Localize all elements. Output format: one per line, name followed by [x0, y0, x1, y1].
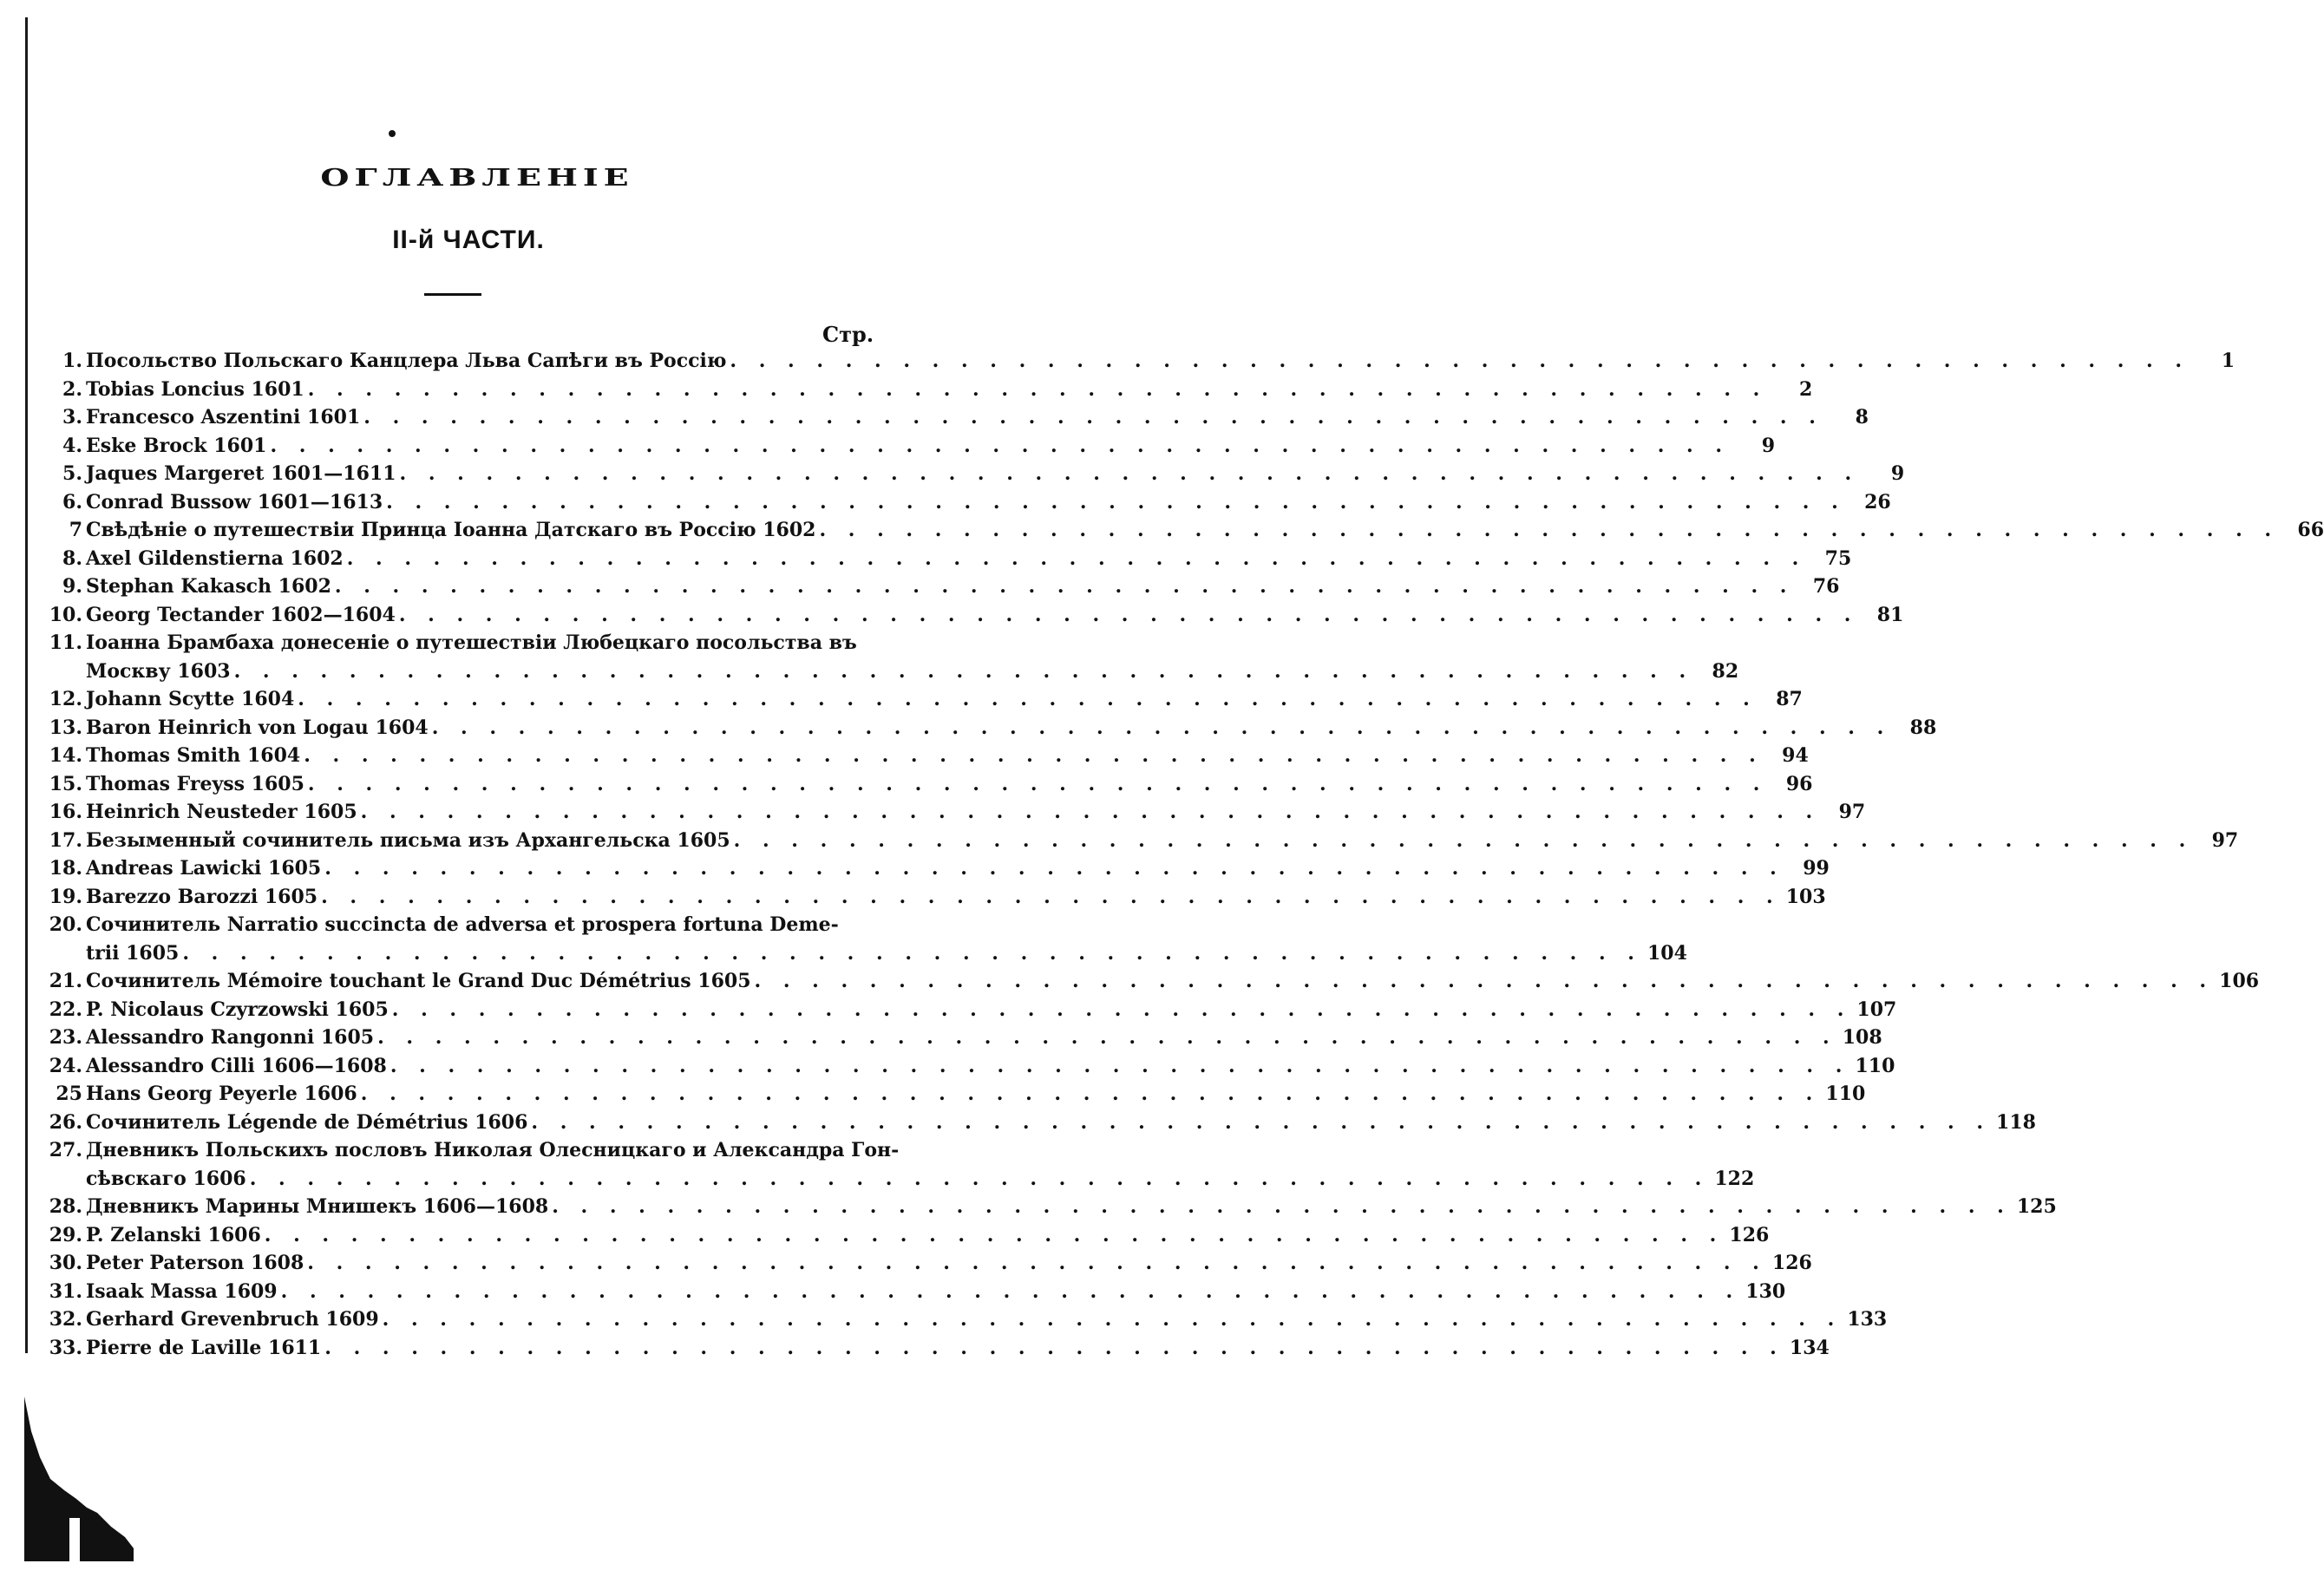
- entry-page-number: 97: [2211, 828, 2239, 852]
- entry-title: Alessandro Rangonni 1605: [86, 1026, 375, 1049]
- entry-title: Сочинитель Mémoire touchant le Grand Duc Démétrius 1605: [86, 970, 751, 992]
- toc-entry: [48, 1334, 1830, 1363]
- entry-page-number: 87: [1776, 688, 1803, 710]
- page-subtitle: II-й ЧАСТИ.: [392, 226, 545, 254]
- entry-title: Conrad Bussow 1601—1613: [86, 490, 383, 514]
- toc-entry: [48, 854, 1830, 883]
- entry-page-number: 103: [1785, 885, 1826, 908]
- dot-leader: [383, 1305, 1843, 1334]
- entry-number: 8.: [62, 546, 82, 570]
- entry-page-number: 107: [1856, 998, 1897, 1021]
- dot-leader: [281, 1278, 1741, 1306]
- entry-page-number: 106: [2219, 970, 2260, 992]
- entry-number: 32.: [49, 1308, 82, 1331]
- entry-number: 30.: [49, 1252, 82, 1274]
- entry-page-number: 8: [1855, 406, 1869, 428]
- entry-number: 12.: [49, 688, 82, 710]
- dot-leader: [531, 1109, 1991, 1137]
- entry-page-number: 122: [1714, 1167, 1755, 1190]
- entry-number: 11.: [49, 631, 82, 654]
- entry-number: 14.: [49, 744, 82, 767]
- table-of-contents: [48, 347, 2324, 1362]
- entry-title: Eske Brock 1601: [86, 434, 267, 457]
- entry-page-number: 66: [2297, 519, 2324, 541]
- entry-title: Thomas Freyss 1605: [86, 772, 304, 795]
- entry-title: Stephan Kakasch 1602: [86, 575, 331, 598]
- entry-page-number: 99: [1803, 857, 1830, 880]
- entry-number: 23.: [49, 1026, 82, 1049]
- toc-entry: [48, 432, 1776, 461]
- dot-leader: [819, 516, 2279, 545]
- title-divider: [424, 293, 481, 296]
- entry-title: сѣвскаго 1606: [86, 1167, 246, 1190]
- entry-number: 31.: [49, 1279, 82, 1303]
- entry-title: Peter Paterson 1608: [86, 1252, 304, 1274]
- dot-leader: [270, 432, 1730, 461]
- entry-number: 1.: [62, 350, 82, 372]
- entry-page-number: 110: [1855, 1054, 1895, 1077]
- entry-title: Barezzo Barozzi 1605: [86, 885, 318, 908]
- entry-number: 2.: [62, 377, 82, 401]
- toc-entry: [48, 403, 1869, 432]
- entry-title: Alessandro Cilli 1606—1608: [86, 1054, 387, 1077]
- scan-shadow-mark: [24, 1397, 137, 1561]
- toc-entry: [48, 572, 1840, 601]
- toc-entry: [48, 629, 1739, 685]
- toc-entry: [48, 1024, 1882, 1052]
- dot-leader: [399, 601, 1859, 630]
- toc-entry: [48, 685, 1803, 714]
- entry-title: Іоанна Брамбаха донесеніе о путешествіи Любецкаго посольства въ: [86, 631, 857, 654]
- entry-page-number: 26: [1864, 490, 1891, 514]
- entry-number: 17.: [49, 828, 82, 852]
- entry-number: 16.: [49, 801, 82, 823]
- page-column-label: Стр.: [822, 322, 874, 347]
- dot-leader: [347, 545, 1807, 573]
- entry-number: 27.: [49, 1139, 82, 1161]
- dot-leader: [390, 1052, 1850, 1081]
- entry-number: 33.: [49, 1336, 82, 1359]
- entry-page-number: 96: [1785, 772, 1813, 795]
- dot-leader: [324, 1334, 1784, 1363]
- dot-leader: [377, 1024, 1837, 1052]
- dot-leader: [335, 572, 1795, 601]
- entry-page-number: 75: [1824, 546, 1852, 570]
- entry-number: 6.: [62, 490, 82, 514]
- dot-leader: [552, 1193, 2012, 1221]
- dot-leader: [361, 1080, 1821, 1109]
- toc-entry: [48, 967, 2260, 996]
- entry-title: Baron Heinrich von Logau 1604: [86, 716, 429, 739]
- entry-number: 20.: [49, 913, 82, 936]
- dot-leader: [307, 1249, 1767, 1278]
- entry-page-number: 94: [1782, 744, 1809, 767]
- entry-title: Heinrich Neusteder 1605: [86, 801, 357, 823]
- toc-entry: [48, 742, 1809, 770]
- entry-page-number: 88: [1909, 716, 1937, 739]
- entry-title: Безыменный сочинитель письма изъ Архангельска 1605: [86, 828, 730, 852]
- entry-page-number: 1: [2221, 350, 2235, 372]
- dot-leader: [386, 488, 1846, 517]
- entry-number: 4.: [62, 434, 82, 457]
- entry-number: 3.: [62, 406, 82, 428]
- dot-leader: [324, 854, 1784, 883]
- dot-leader: [308, 770, 1768, 799]
- toc-entry: [48, 996, 1897, 1024]
- entry-title: Georg Tectander 1602—1604: [86, 603, 396, 626]
- entry-page-number: 126: [1729, 1223, 1770, 1246]
- entry-title: Tobias Loncius 1601: [86, 377, 304, 401]
- entry-title: Jaques Margeret 1601—1611: [86, 462, 396, 485]
- entry-page-number: 76: [1812, 575, 1840, 598]
- entry-title: Gerhard Grevenbruch 1609: [86, 1308, 379, 1331]
- entry-number: 25: [56, 1083, 82, 1105]
- entry-title: P. Zelanski 1606: [86, 1223, 261, 1246]
- entry-number: 24.: [49, 1054, 82, 1077]
- toc-entry: [48, 1249, 1812, 1278]
- entry-title: Axel Gildenstierna 1602: [86, 546, 344, 570]
- toc-entry: [48, 1109, 2036, 1137]
- dot-leader: [250, 1165, 1710, 1194]
- entry-number: 21.: [49, 970, 82, 992]
- dot-leader: [432, 714, 1892, 742]
- dot-leader: [308, 376, 1768, 404]
- entry-number: 15.: [49, 772, 82, 795]
- dot-leader: [400, 460, 1860, 488]
- entry-page-number: 2: [1799, 377, 1813, 401]
- entry-number: 7: [69, 519, 82, 541]
- dot-leader: [755, 967, 2215, 996]
- entry-number: 26.: [49, 1110, 82, 1134]
- entry-page-number: 125: [2016, 1195, 2057, 1218]
- entry-number: 19.: [49, 885, 82, 908]
- ornament-dot: [389, 130, 396, 137]
- toc-entry: [48, 1221, 1770, 1250]
- toc-entry: [48, 516, 2324, 545]
- toc-entry: [48, 911, 1687, 967]
- toc-entry: [48, 460, 1905, 488]
- toc-entry: [48, 1080, 1866, 1109]
- toc-entry: [48, 347, 2235, 376]
- entry-number: 13.: [49, 716, 82, 739]
- page-title: ОГЛАВЛЕНІЕ: [320, 163, 634, 192]
- dot-leader: [234, 657, 1694, 686]
- entry-title: Francesco Aszentini 1601: [86, 406, 361, 428]
- toc-entry: [48, 1305, 1888, 1334]
- entry-page-number: 110: [1825, 1083, 1866, 1105]
- dot-leader: [734, 827, 2194, 855]
- toc-entry: [48, 714, 1937, 742]
- dot-leader: [304, 742, 1764, 770]
- entry-number: 5.: [62, 462, 82, 485]
- toc-entry: [48, 827, 2239, 855]
- entry-title: Сочинитель Légende de Démétrius 1606: [86, 1110, 528, 1134]
- toc-entry: [48, 1193, 2057, 1221]
- entry-title: P. Nicolaus Czyrzowski 1605: [86, 998, 389, 1021]
- dot-leader: [361, 798, 1821, 827]
- entry-page-number: 134: [1789, 1336, 1830, 1359]
- entry-title: Thomas Smith 1604: [86, 744, 301, 767]
- entry-title: Andreas Lawicki 1605: [86, 857, 322, 880]
- toc-entry: [48, 488, 1891, 517]
- dot-leader: [182, 939, 1642, 968]
- entry-title: Москву 1603: [86, 659, 231, 683]
- toc-entry: [48, 1052, 1895, 1081]
- entry-title: Hans Georg Peyerle 1606: [86, 1083, 357, 1105]
- entry-title: trii 1605: [86, 941, 180, 965]
- toc-entry: [48, 376, 1813, 404]
- entry-title: Посольство Польскаго Канцлера Льва Сапѣги въ Россію: [86, 350, 727, 372]
- entry-title: Pierre de Laville 1611: [86, 1336, 322, 1359]
- entry-page-number: 118: [1996, 1110, 2036, 1134]
- entry-page-number: 81: [1876, 603, 1904, 626]
- dot-leader: [321, 883, 1781, 912]
- entry-title: Johann Scytte 1604: [86, 688, 295, 710]
- toc-entry: [48, 798, 1866, 827]
- entry-title: Дневникъ Польскихъ пословъ Николая Олесницкаго и Александра Гон-: [86, 1139, 900, 1161]
- entry-title: Свѣдѣніе о путешествіи Принца Іоанна Датскаго въ Россію 1602: [86, 519, 816, 541]
- entry-number: 28.: [49, 1195, 82, 1218]
- dot-leader: [730, 347, 2190, 376]
- entry-page-number: 9: [1761, 434, 1776, 457]
- entry-number: 9.: [62, 575, 82, 598]
- entry-page-number: 104: [1647, 941, 1687, 965]
- entry-page-number: 108: [1842, 1026, 1882, 1049]
- toc-entry: [48, 601, 1904, 630]
- entry-number: 29.: [49, 1223, 82, 1246]
- toc-entry: [48, 1136, 1755, 1193]
- toc-entry: [48, 545, 1852, 573]
- entry-title: Isaak Massa 1609: [86, 1279, 278, 1303]
- page-edge-line: [25, 17, 28, 1353]
- entry-page-number: 126: [1771, 1252, 1812, 1274]
- entry-number: 18.: [49, 857, 82, 880]
- entry-number: 10.: [49, 603, 82, 626]
- entry-page-number: 130: [1745, 1279, 1786, 1303]
- toc-entry: [48, 883, 1826, 912]
- entry-number: 22.: [49, 998, 82, 1021]
- dot-leader: [363, 403, 1823, 432]
- dot-leader: [298, 685, 1758, 714]
- entry-page-number: 9: [1890, 462, 1905, 485]
- toc-entry: [48, 770, 1813, 799]
- toc-entry: [48, 1278, 1786, 1306]
- entry-title: Дневникъ Марины Мнишекъ 1606—1608: [86, 1195, 549, 1218]
- entry-title: Сочинитель Narratio succincta de adversa et prospera fortuna Deme-: [86, 913, 839, 936]
- dot-leader: [265, 1221, 1725, 1250]
- entry-page-number: 133: [1847, 1308, 1888, 1331]
- entry-page-number: 97: [1838, 801, 1866, 823]
- entry-page-number: 82: [1712, 659, 1739, 683]
- dot-leader: [392, 996, 1852, 1024]
